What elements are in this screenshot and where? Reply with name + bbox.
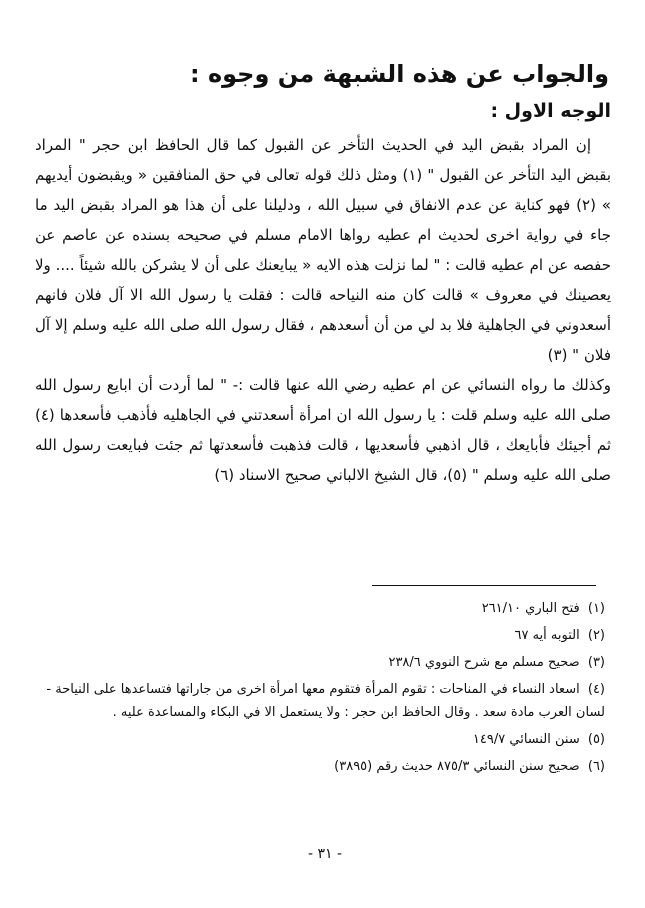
body-text bbox=[35, 130, 611, 490]
footnote-text: صحيح سنن النسائي ٨٧٥/٣ حديث رقم (٣٨٩٥) bbox=[334, 759, 580, 774]
paragraph: وكذلك ما رواه النسائي عن ام عطيه رضي الله عنها قالت :- " لما أردت أن ابايع رسول الله صلى الله عليه وسلم قلت : يا رسول الله ان امرأة أسعدتني في الجاهليه فأذهب فأسعدها (٤) ثم أجيئك فأبايعك ، قال اذهبي فأسعديها ، قالت فذهبت فأسعدتها ثم جئت فبايعت رسول الله صلى الله عليه وسلم " (٥)، قال الشيخ الالباني صحيح الاسناد (٦) bbox=[35, 376, 611, 484]
subsection-heading: الوجه الاول : bbox=[490, 100, 611, 122]
footnote bbox=[39, 678, 605, 724]
page-number: - ٣١ - bbox=[307, 846, 343, 862]
footnote bbox=[39, 624, 605, 647]
footnote bbox=[39, 597, 605, 620]
footnote-number: (٥) bbox=[587, 732, 605, 747]
footnote-text: صحيح مسلم مع شرح النووي ٢٣٨/٦ bbox=[388, 655, 580, 670]
footnote-text: فتح الباري ٢٦١/١٠ bbox=[481, 601, 580, 616]
footnote-number: (٦) bbox=[587, 759, 605, 774]
footnote-separator bbox=[372, 585, 596, 586]
footnote-text: التوبه أيه ٦٧ bbox=[514, 628, 580, 643]
footnote-number: (٢) bbox=[587, 628, 605, 643]
footnote bbox=[39, 651, 605, 674]
footnote-number: (٣) bbox=[587, 655, 605, 670]
footnote-text: سنن النسائي ١٤٩/٧ bbox=[472, 732, 580, 747]
footnote-number: (٤) bbox=[587, 682, 605, 697]
footnote bbox=[39, 755, 605, 778]
footnote bbox=[39, 728, 605, 751]
footnotes-list bbox=[39, 594, 605, 782]
paragraph: إن المراد بقبض اليد في الحديث التأخر عن القبول كما قال الحافظ ابن حجر " المراد بقبض اليد التأخر عن القبول " (١) ومثل ذلك قوله تعالى في حق المنافقين « ويقبضون أيديهم » (٢) فهو كناية عن عدم الانفاق في سبيل الله ، ودليلنا على أن هذا هو المراد بقبض اليد ما جاء في رواية اخرى لحديث ام عطيه رواها الامام مسلم في صحيحه بسنده عن عاصم عن حفصه عن ام عطيه قالت : " لما نزلت هذه الايه « يبايعنك على أن لا يشركن بالله شيئاً .... ولا يعصينك في معروف » قالت كان منه النياحه قالت : فقلت يا رسول الله الا آل فلان فانهم أسعدوني في الجاهلية فلا بد لي من أن أسعدهم ، فقال رسول الله صلى الله عليه وسلم إلا آل فلان " (٣) bbox=[35, 136, 612, 364]
section-heading: والجواب عن هذه الشبهة من وجوه : bbox=[190, 60, 609, 88]
footnote-number: (١) bbox=[587, 601, 605, 616]
footnote-text: اسعاد النساء في المناحات : تقوم المرأة فتقوم معها امرأة اخرى من جاراتها فتساعدها على النياحة - لسان العرب مادة سعد . وقال الحافظ ابن حجر : ولا يستعمل الا في البكاء والمساعدة عليه . bbox=[46, 682, 605, 720]
